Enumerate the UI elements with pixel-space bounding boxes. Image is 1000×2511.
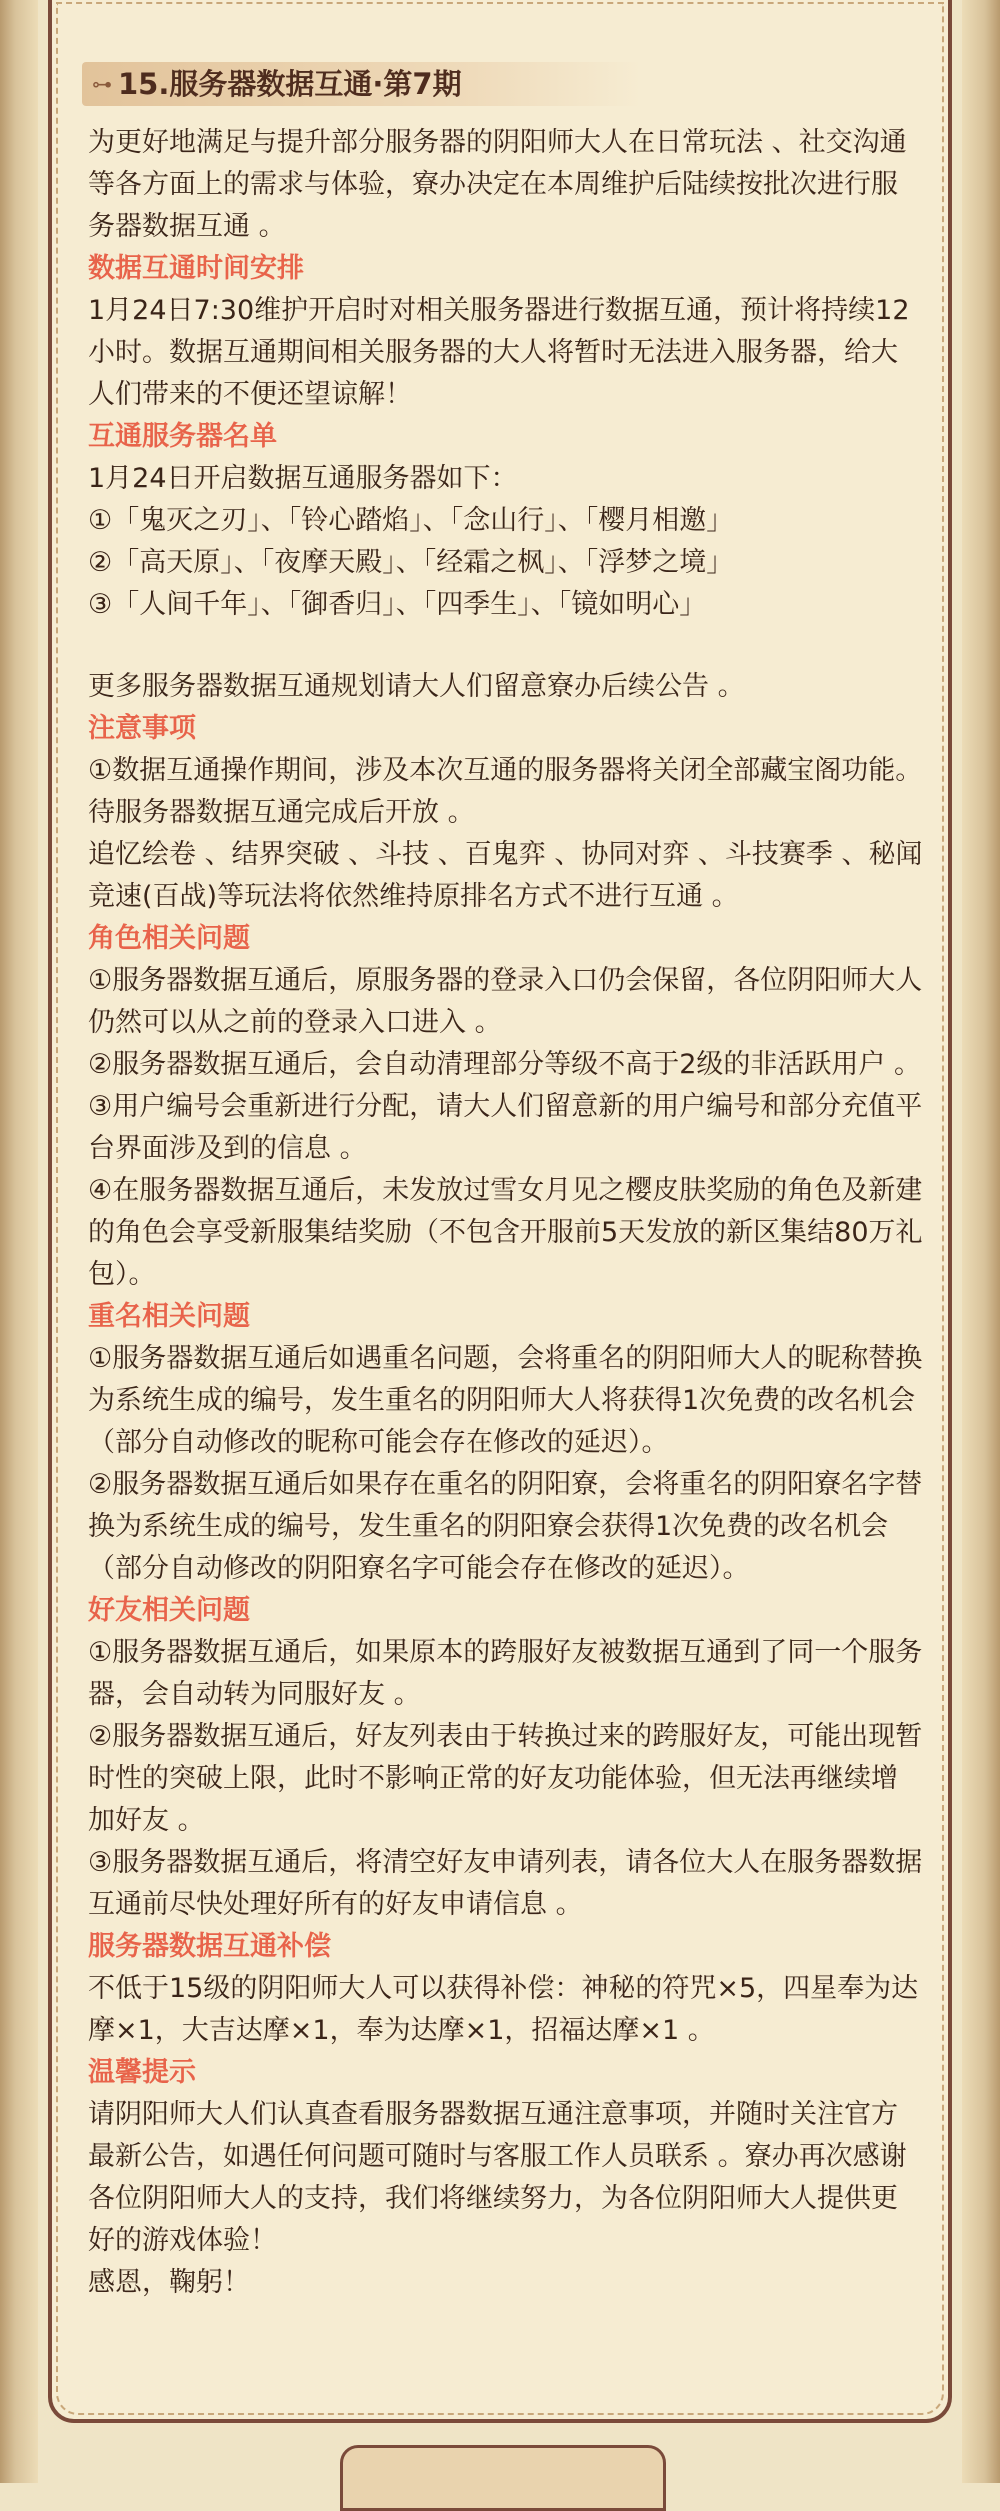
paragraph: 请阴阳师大人们认真查看服务器数据互通注意事项，并随时关注官方最新公告，如遇任何问题可随时与客服工作人员联系 。寮办再次感谢各位阴阳师大人的支持，我们将继续努力，为各位阴阳师大人提供更好的游戏体验！ [88,2099,907,2256]
section-heading: 好友相关问题 [88,1595,250,1626]
paragraph: ④在服务器数据互通后，未发放过雪女月见之樱皮肤奖励的角色及新建的角色会享受新服集结奖励（不包含开服前5天发放的新区集结80万礼包）。 [88,1175,923,1290]
paragraph: ②服务器数据互通后如果存在重名的阴阳寮，会将重名的阴阳寮名字替换为系统生成的编号，发生重名的阴阳寮会获得1次免费的改名机会（部分自动修改的阴阳寮名字可能会存在修改的延迟）。 [88,1469,923,1584]
paragraph: ②「高天原」、「夜摩天殿」、「经霜之枫」、「浮梦之境」 [88,547,734,578]
section-heading: 服务器数据互通补偿 [88,1931,331,1962]
page-title: 15.服务器数据互通·第7期 [118,67,462,101]
section-heading: 重名相关问题 [88,1301,250,1332]
paragraph: 更多服务器数据互通规划请大人们留意寮办后续公告 。 [88,671,745,702]
next-section-tab [340,2445,666,2511]
paragraph: 感恩，鞠躬！ [88,2267,250,2298]
paragraph: ③用户编号会重新进行分配，请大人们留意新的用户编号和部分充值平台界面涉及到的信息 。 [88,1091,923,1164]
paragraph: 为更好地满足与提升部分服务器的阴阳师大人在日常玩法 、社交沟通等各方面上的需求与体验，寮办决定在本周维护后陆续按批次进行服务器数据互通 。 [88,127,907,242]
right-decorative-rail [962,0,1000,2483]
paragraph: 1月24日7:30维护开启时对相关服务器进行数据互通，预计将持续12小时。数据互通期间相关服务器的大人将暂时无法进入服务器，给大人们带来的不便还望谅解！ [88,295,910,410]
paragraph: 追忆绘卷 、结界突破 、斗技 、百鬼弈 、协同对弈 、斗技赛季 、秘闻竞速(百战)等玩法将依然维持原排名方式不进行互通 。 [88,839,923,912]
section-title-bar [82,62,642,106]
paragraph: 1月24日开启数据互通服务器如下： [88,463,518,494]
paragraph: ①服务器数据互通后如遇重名问题，会将重名的阴阳师大人的昵称替换为系统生成的编号，发生重名的阴阳师大人将获得1次免费的改名机会（部分自动修改的昵称可能会存在修改的延迟）。 [88,1343,923,1458]
section-heading: 数据互通时间安排 [88,253,304,284]
paragraph: ①数据互通操作期间，涉及本次互通的服务器将关闭全部藏宝阁功能。待服务器数据互通完成后开放 。 [88,755,923,828]
paragraph: 不低于15级的阴阳师大人可以获得补偿：神秘的符咒×5，四星奉为达摩×1，大吉达摩×1，奉为达摩×1，招福达摩×1 。 [88,1973,919,2046]
paragraph: ②服务器数据互通后，好友列表由于转换过来的跨服好友，可能出现暂时性的突破上限，此时不影响正常的好友功能体验，但无法再继续增加好友 。 [88,1721,923,1836]
section-heading: 互通服务器名单 [88,421,277,452]
announcement-body [88,122,924,2304]
paragraph: ①「鬼灭之刃」、「铃心踏焰」、「念山行」、「樱月相邀」 [88,505,734,536]
left-decorative-rail [0,0,38,2483]
section-heading: 温馨提示 [88,2057,196,2088]
spacer [88,626,924,666]
ornament-icon: ⊶ [92,72,112,96]
paragraph: ③「人间千年」、「御香归」、「四季生」、「镜如明心」 [88,589,707,620]
section-heading: 注意事项 [88,713,196,744]
paragraph: ②服务器数据互通后，会自动清理部分等级不高于2级的非活跃用户 。 [88,1049,921,1080]
paragraph: ①服务器数据互通后，如果原本的跨服好友被数据互通到了同一个服务器，会自动转为同服好友 。 [88,1637,923,1710]
paragraph: ①服务器数据互通后，原服务器的登录入口仍会保留，各位阴阳师大人仍然可以从之前的登录入口进入 。 [88,965,923,1038]
paragraph: ③服务器数据互通后，将清空好友申请列表，请各位大人在服务器数据互通前尽快处理好所有的好友申请信息 。 [88,1847,923,1920]
section-heading: 角色相关问题 [88,923,250,954]
